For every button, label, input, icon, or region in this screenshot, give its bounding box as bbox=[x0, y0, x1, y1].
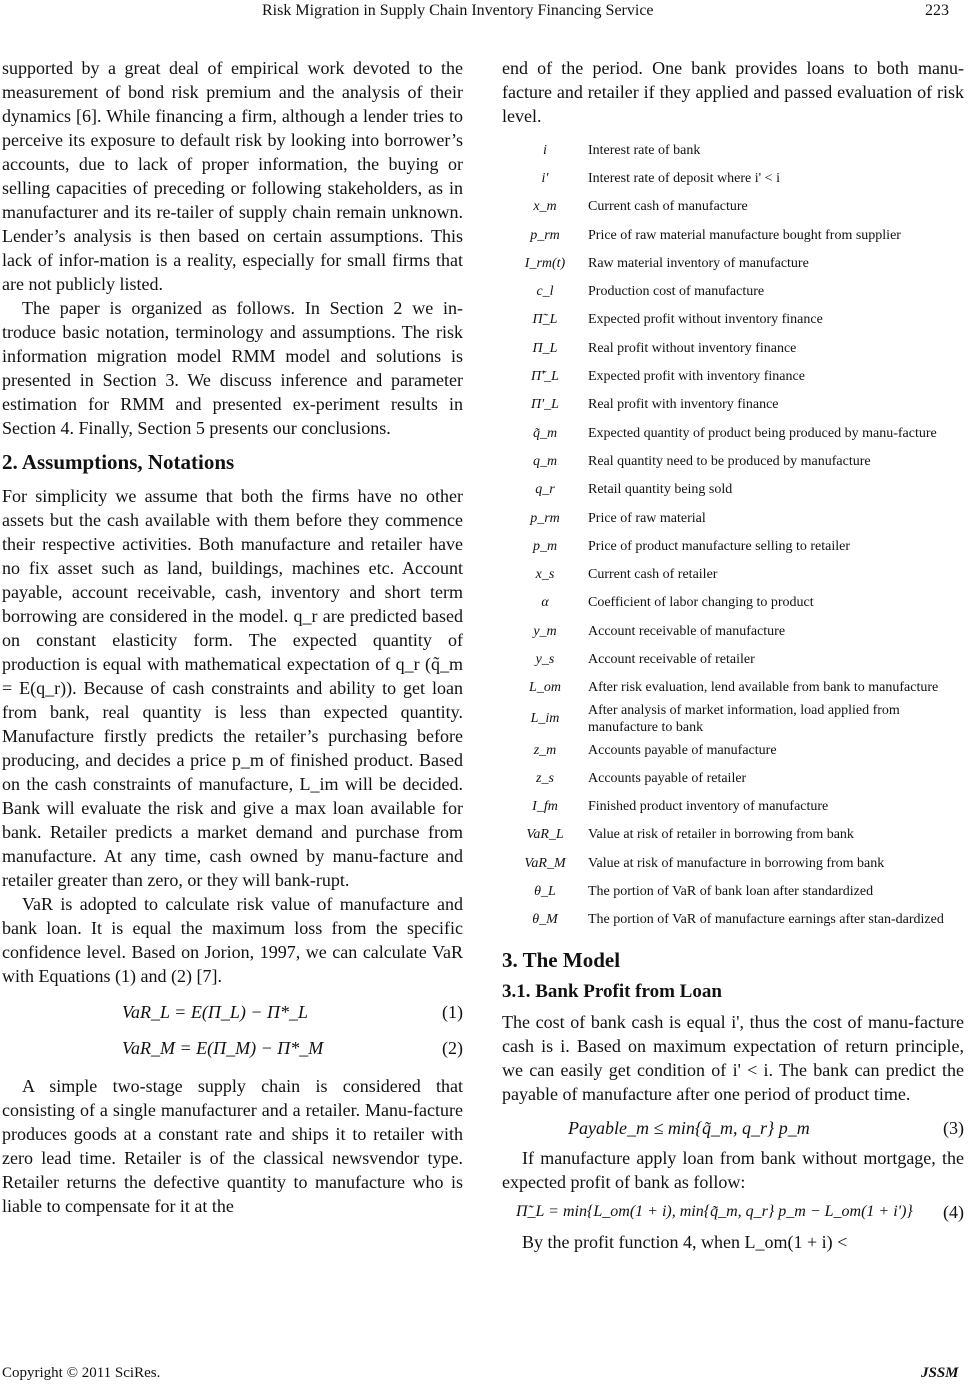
notation-symbol: y_s bbox=[535, 651, 555, 667]
notation-symbol: VaR_L bbox=[526, 827, 564, 843]
notation-row bbox=[502, 736, 964, 764]
equation-4 bbox=[502, 1194, 964, 1230]
notation-description: The portion of VaR of bank loan after standardized bbox=[588, 884, 874, 900]
notation-row bbox=[502, 702, 964, 736]
notation-symbol: Π'_L bbox=[531, 397, 559, 413]
equation-number: (3) bbox=[943, 1118, 964, 1139]
equation-number: (2) bbox=[442, 1038, 463, 1058]
equation-body: Π̃_L = min{L_om(1 + i), min{q̃_m, q_r} p_m − L_om(1 + i')} bbox=[516, 1203, 913, 1221]
notation-row bbox=[502, 306, 964, 334]
notation-symbol: q_m bbox=[532, 453, 558, 469]
notation-row bbox=[502, 221, 964, 249]
notation-row bbox=[502, 645, 964, 673]
paragraph: The paper is organized as follows. In Section 2 we in-troduce basic notation, terminology and assumptions. The risk information migration model RMM model and solutions is presented in Section 3. We discuss inference and parameter estimation for RMM and presented ex-periment results in Section 4. Finally, Section 5 presents our conclusions. bbox=[2, 298, 463, 438]
notation-symbol: x_m bbox=[533, 199, 557, 215]
notation-symbol: I_fm bbox=[532, 799, 558, 815]
running-title: Risk Migration in Supply Chain Inventory Financing Service bbox=[262, 2, 654, 19]
notation-row bbox=[502, 532, 964, 560]
notation-row bbox=[502, 560, 964, 588]
section-heading: 3. The Model bbox=[502, 948, 621, 973]
paragraph: If manufacture apply loan from bank without mortgage, the expected profit of bank as follow: bbox=[502, 1148, 964, 1193]
notation-row bbox=[502, 764, 964, 792]
paragraph: supported by a great deal of empirical work devoted to the measurement of bond risk premium and the analysis of their dynamics [6]. While financing a firm, although a lender tries to perceive its exposure to default risk by looking into borrower’s accounts, due to lack of proper information, the buying or selling capacities of preceding or following stakeholders, as in manufacturer and its re-tailer of supply chain remain unknown. Lender’s analysis is then based on certain assumptions. This lack of infor-mation is a reality, especially for small firms that are not publicly listed. bbox=[2, 58, 463, 294]
notation-description: Account receivable of manufacture bbox=[588, 623, 786, 639]
notation-row bbox=[502, 136, 964, 164]
notation-row bbox=[502, 793, 964, 821]
paragraph: By the profit function 4, when L_om(1 + i) < bbox=[522, 1232, 848, 1253]
notation-symbol: L_im bbox=[530, 711, 560, 727]
notation-symbol: Π̃'_L bbox=[531, 369, 559, 385]
notation-row bbox=[502, 821, 964, 849]
notation-symbol: c_l bbox=[536, 284, 554, 300]
notation-description: Accounts payable of manufacture bbox=[588, 742, 777, 758]
notation-description: Coefficient of labor changing to product bbox=[588, 595, 814, 611]
notation-row bbox=[502, 504, 964, 532]
notation-description: Current cash of retailer bbox=[588, 567, 718, 583]
notation-row bbox=[502, 362, 964, 390]
notation-symbol: p_m bbox=[532, 538, 558, 554]
notation-row bbox=[502, 419, 964, 447]
notation-description: Real quantity need to be produced by manufacture bbox=[588, 453, 871, 469]
notation-description: Price of raw material manufacture bought from supplier bbox=[588, 227, 901, 243]
notation-symbol: Π̃_L bbox=[532, 312, 558, 328]
notation-row bbox=[502, 334, 964, 362]
notation-description: Account receivable of retailer bbox=[588, 651, 755, 667]
notation-description: After analysis of market information, load applied from manufacture to bank bbox=[588, 702, 900, 735]
paragraph: For simplicity we assume that both the firms have no other assets but the cash available with them before they commence their respective activities. Both manufacture and retailer have no fix asset such as land, buildings, machines etc. Account payable, account receivable, cash, inventory and short term borrowing are considered in the model. q_r are predicted based on constant elasticity form. The expected quantity of production is equal with mathematical expectation of q_r (q̃_m = E(q_r)). Because of cash constraints and ability to get loan from bank, real quantity is less than expected quantity. Manufacture firstly predicts the retailer’s purchasing before producing, and decides a price p_m of finished product. Based on the cash constraints of manufacture, L_im will be decided. Bank will evaluate the risk and give a max loan available for bank. Retailer predicts a market demand and purchase from manufacture. At any time, cash owned by manu-facture and retailer greater than zero, or they will bank-rupt. bbox=[2, 486, 463, 890]
notation-row bbox=[502, 249, 964, 277]
notation-symbol: z_s bbox=[536, 770, 554, 786]
notation-description: Raw material inventory of manufacture bbox=[588, 255, 809, 271]
notation-row bbox=[502, 906, 964, 934]
notation-symbol: I_rm(t) bbox=[524, 255, 566, 271]
notation-symbol: p_rm bbox=[530, 227, 560, 243]
right-column bbox=[502, 56, 964, 1254]
notation-row bbox=[502, 589, 964, 617]
notation-row bbox=[502, 277, 964, 305]
notation-description: Value at risk of retailer in borrowing from bank bbox=[588, 827, 854, 843]
notation-description: Value at risk of manufacture in borrowing from bank bbox=[588, 855, 885, 871]
notation-row bbox=[502, 164, 964, 192]
notation-description: Interest rate of bank bbox=[588, 142, 701, 158]
notation-row bbox=[502, 849, 964, 877]
left-column bbox=[2, 56, 463, 1218]
notation-row bbox=[502, 617, 964, 645]
notation-symbol: q_r bbox=[535, 482, 555, 498]
notation-description: Current cash of manufacture bbox=[588, 199, 748, 215]
notation-row bbox=[502, 447, 964, 475]
notation-row bbox=[502, 877, 964, 905]
paragraph: The cost of bank cash is equal i', thus the cost of manu-facture cash is i. Based on maximum expectation of return principle, we can easily get condition of i' < i. The bank can predict the payable of manufacture after one period of product time. bbox=[502, 1012, 964, 1105]
section-heading: 2. Assumptions, Notations bbox=[2, 450, 235, 474]
notation-description: Expected profit without inventory finance bbox=[588, 312, 823, 328]
notation-description: After risk evaluation, lend available from bank to manufacture bbox=[588, 680, 939, 696]
equation-number: (1) bbox=[442, 1002, 463, 1022]
notation-row bbox=[502, 391, 964, 419]
notation-row bbox=[502, 674, 964, 702]
notation-symbol: x_s bbox=[535, 567, 555, 583]
notation-table bbox=[502, 136, 964, 934]
notation-description: Price of product manufacture selling to retailer bbox=[588, 538, 851, 554]
notation-symbol: p_rm bbox=[530, 510, 560, 526]
notation-row bbox=[502, 476, 964, 504]
journal-abbrev: JSSM bbox=[921, 1365, 959, 1381]
notation-description: Price of raw material bbox=[588, 510, 706, 526]
notation-description: Expected quantity of product being produced by manu-facture bbox=[588, 425, 937, 441]
notation-description: Accounts payable of retailer bbox=[588, 770, 747, 786]
page-header bbox=[0, 0, 969, 30]
equation-2 bbox=[2, 1030, 463, 1066]
notation-description: Finished product inventory of manufacture bbox=[588, 799, 829, 815]
notation-description: Real profit without inventory finance bbox=[588, 340, 797, 356]
copyright: Copyright © 2011 SciRes. bbox=[2, 1365, 161, 1381]
equation-body: VaR_L = E(Π_L) − Π*_L bbox=[122, 1002, 308, 1022]
notation-symbol: Π_L bbox=[532, 340, 558, 356]
notation-description: Expected profit with inventory finance bbox=[588, 369, 805, 385]
notation-description: Interest rate of deposit where i' < i bbox=[588, 170, 780, 186]
notation-row bbox=[502, 193, 964, 221]
equation-body: Payable_m ≤ min{q̃_m, q_r} p_m bbox=[568, 1118, 810, 1139]
page-number: 223 bbox=[925, 2, 949, 19]
notation-symbol: α bbox=[541, 595, 549, 611]
notation-description: The portion of VaR of manufacture earnings after stan-dardized bbox=[588, 912, 944, 928]
notation-symbol: VaR_M bbox=[524, 855, 566, 871]
notation-symbol: θ_L bbox=[534, 884, 556, 900]
equation-1 bbox=[2, 994, 463, 1030]
notation-description: Retail quantity being sold bbox=[588, 482, 733, 498]
paragraph: end of the period. One bank provides loans to both manu-facture and retailer if they applied and passed evaluation of risk level. bbox=[502, 58, 964, 126]
notation-description: Real profit with inventory finance bbox=[588, 397, 779, 413]
paragraph: A simple two-stage supply chain is considered that consisting of a single manufacturer and a retailer. Manu-facture produces goods at a constant rate and ships it to retailer with zero lead time. Retailer is of the classical newsvendor type. Retailer returns the defective quantity to manufacture who is liable to compensate for it at the bbox=[2, 1076, 463, 1216]
notation-symbol: z_m bbox=[533, 742, 557, 758]
paragraph: VaR is adopted to calculate risk value of manufacture and bank loan. It is equal the maximum loss from the specific confidence level. Based on Jorion, 1997, we can calculate VaR with Equations (1) and (2) [7]. bbox=[2, 894, 463, 986]
notation-symbol: q̃_m bbox=[532, 425, 558, 441]
notation-symbol: y_m bbox=[533, 623, 557, 639]
equation-body: VaR_M = E(Π_M) − Π*_M bbox=[122, 1038, 324, 1058]
notation-symbol: i' bbox=[541, 170, 549, 186]
equation-number: (4) bbox=[943, 1202, 964, 1223]
notation-symbol: i bbox=[543, 142, 547, 158]
notation-symbol: θ_M bbox=[532, 912, 558, 928]
notation-description: Production cost of manufacture bbox=[588, 284, 765, 300]
equation-3 bbox=[502, 1110, 964, 1146]
notation-symbol: L_om bbox=[529, 680, 561, 696]
subsection-heading: 3.1. Bank Profit from Loan bbox=[502, 981, 722, 1003]
